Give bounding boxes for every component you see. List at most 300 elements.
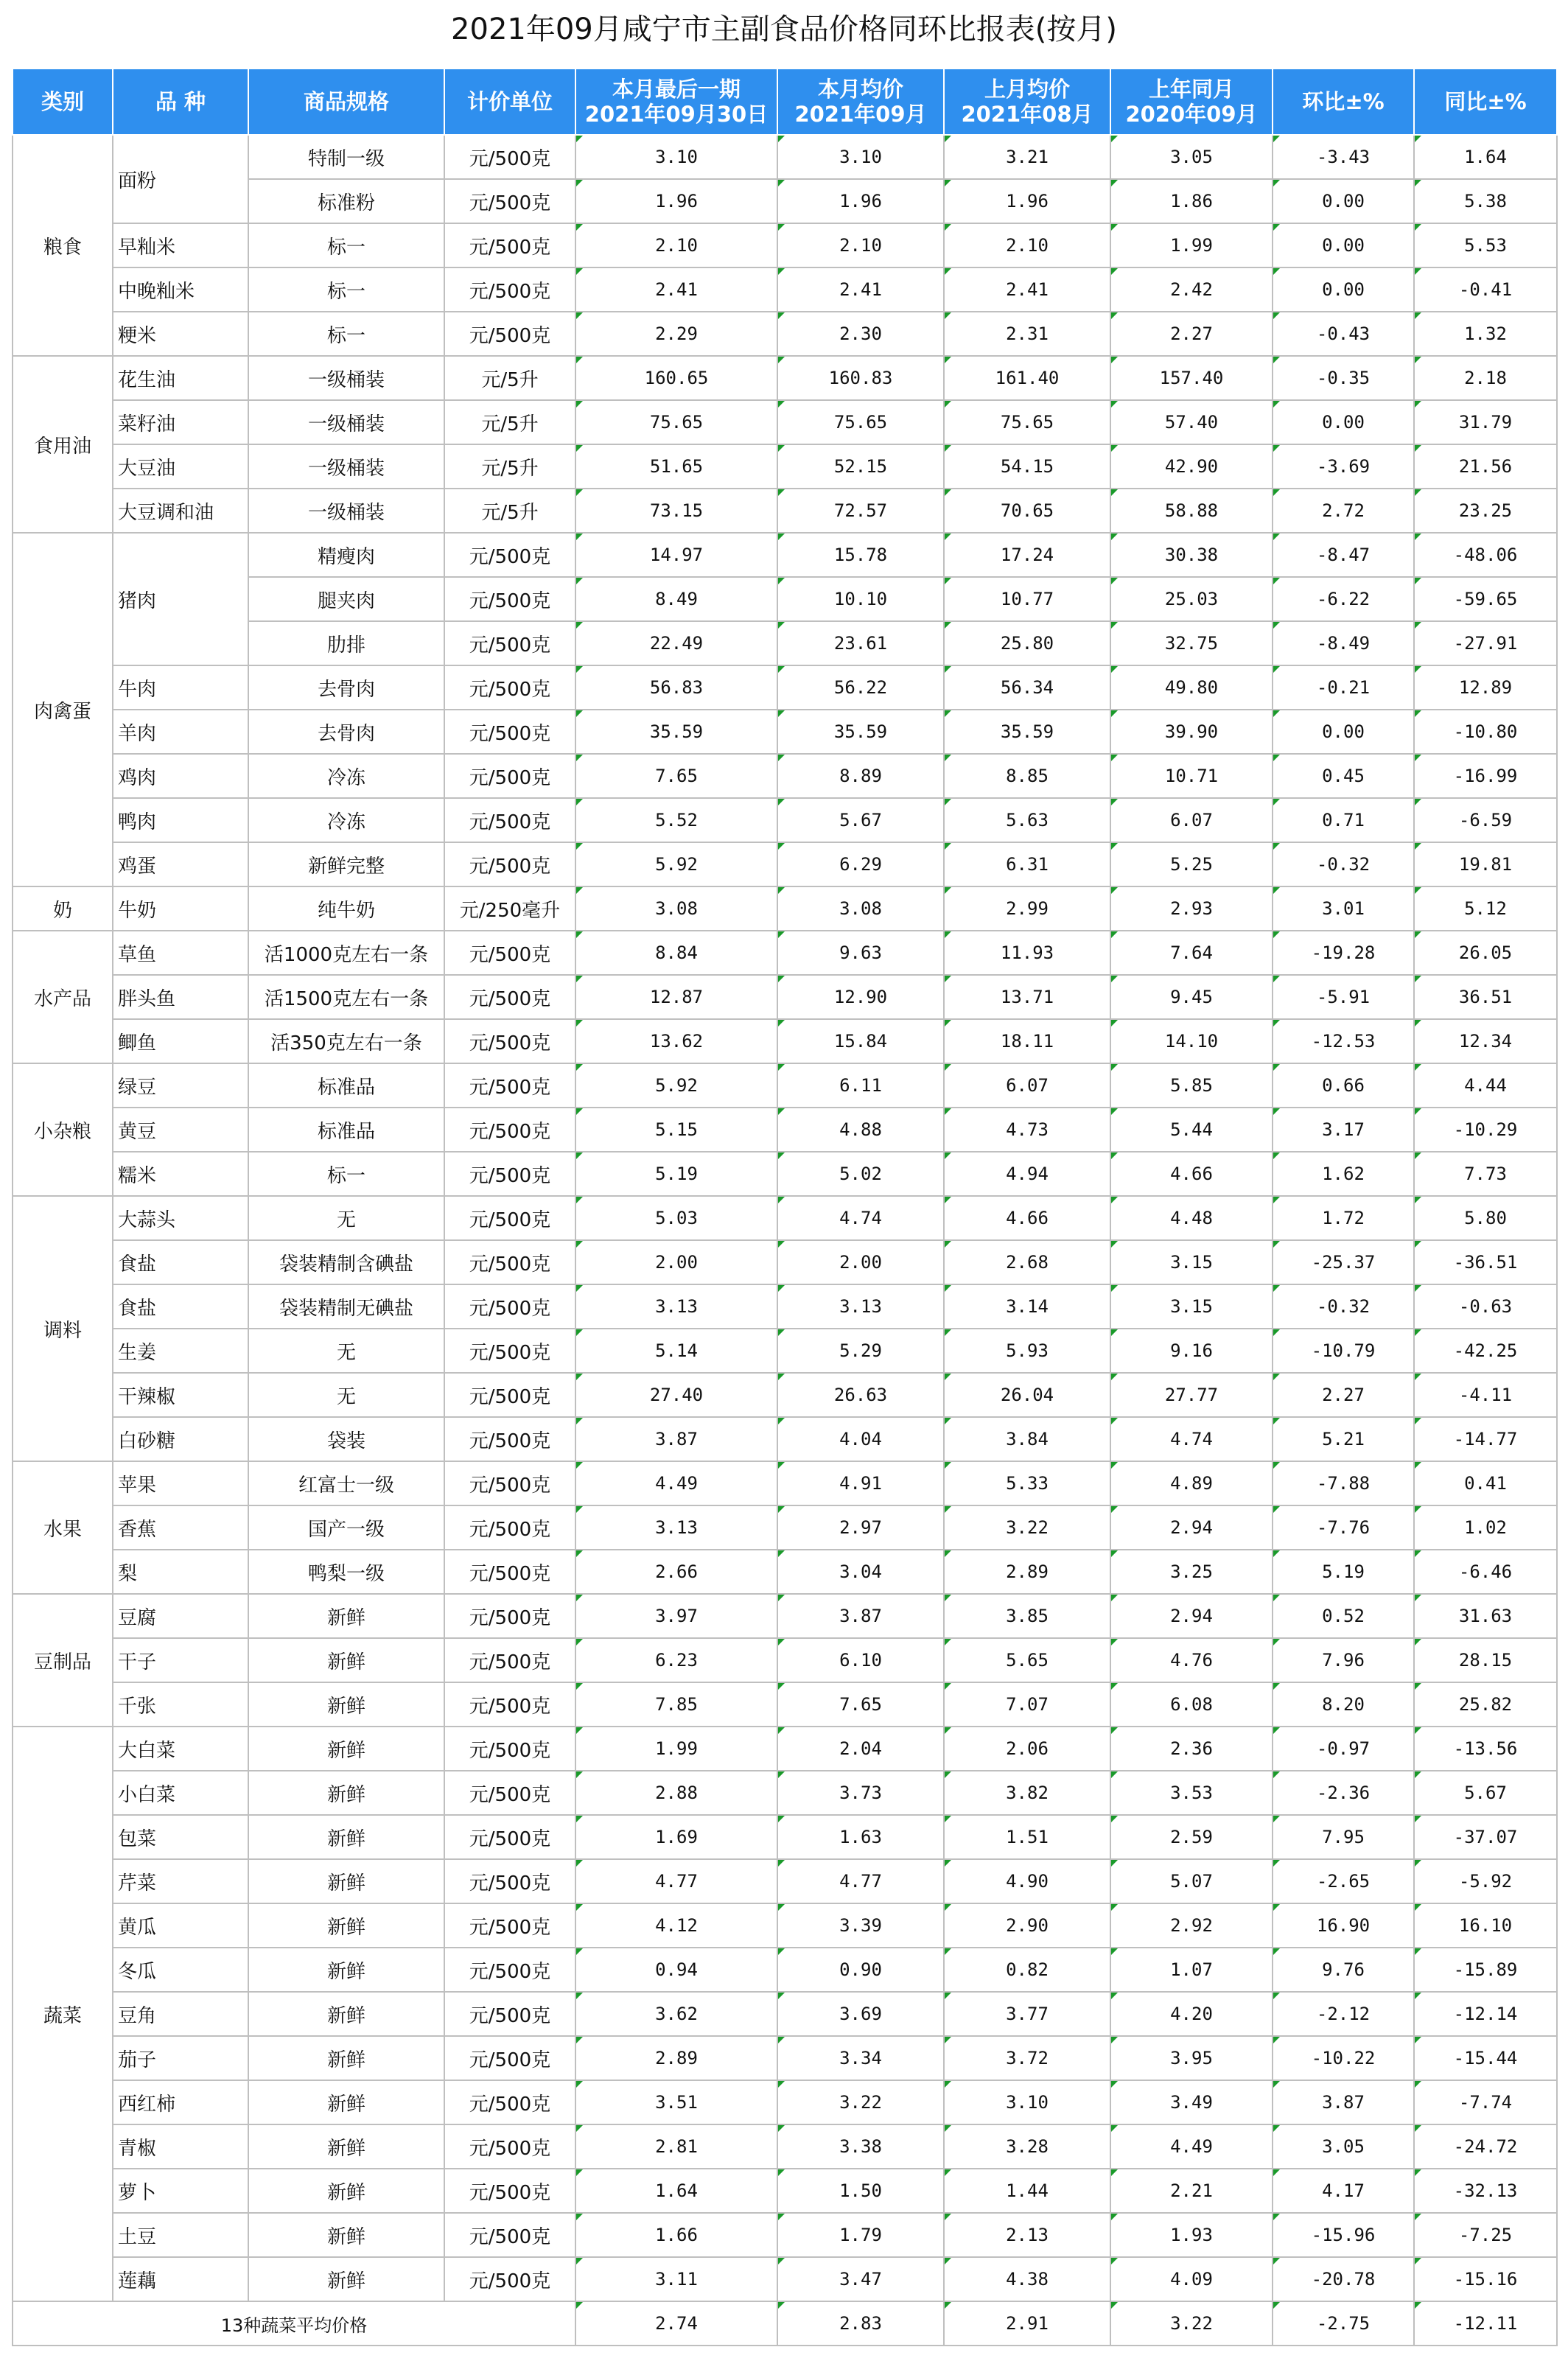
value-cell: 1.86 [1110, 179, 1273, 223]
variety-cell: 胖头鱼 [113, 975, 248, 1019]
value-cell: 0.71 [1273, 798, 1414, 842]
value-cell: 1.50 [777, 2169, 944, 2213]
value-cell: 6.10 [777, 1638, 944, 1682]
price-table [12, 68, 1558, 2346]
variety-cell: 鸭肉 [113, 798, 248, 842]
spec-cell: 新鲜 [248, 1727, 444, 1771]
value-cell: 4.76 [1110, 1638, 1273, 1682]
value-cell: 17.24 [944, 533, 1110, 577]
spec-cell: 新鲜 [248, 2124, 444, 2169]
value-cell: 0.00 [1273, 710, 1414, 754]
value-cell: -42.25 [1414, 1329, 1557, 1373]
value-cell: 6.11 [777, 1063, 944, 1108]
spec-cell: 新鲜 [248, 2213, 444, 2257]
spec-cell: 纯牛奶 [248, 886, 444, 931]
value-cell: 25.80 [944, 621, 1110, 665]
variety-cell: 苹果 [113, 1461, 248, 1505]
value-cell: 27.40 [575, 1373, 777, 1417]
value-cell: 2.41 [575, 267, 777, 312]
footer-value-cell: -2.75 [1273, 2301, 1414, 2346]
value-cell: 3.49 [1110, 2080, 1273, 2124]
value-cell: 7.95 [1273, 1815, 1414, 1859]
value-cell: 5.19 [575, 1152, 777, 1196]
value-cell: 30.38 [1110, 533, 1273, 577]
value-cell: 54.15 [944, 444, 1110, 489]
table-header-row [13, 69, 1557, 135]
variety-cell: 莲藕 [113, 2257, 248, 2301]
value-cell: 3.87 [575, 1417, 777, 1461]
variety-cell: 白砂糖 [113, 1417, 248, 1461]
variety-cell: 干辣椒 [113, 1373, 248, 1417]
table-row [13, 489, 1557, 533]
variety-cell: 草鱼 [113, 931, 248, 975]
value-cell: 5.44 [1110, 1108, 1273, 1152]
value-cell: -15.89 [1414, 1948, 1557, 1992]
spec-cell: 标准品 [248, 1108, 444, 1152]
spec-cell: 新鲜完整 [248, 842, 444, 886]
value-cell: -24.72 [1414, 2124, 1557, 2169]
value-cell: 6.23 [575, 1638, 777, 1682]
value-cell: 3.04 [777, 1550, 944, 1594]
value-cell: -4.11 [1414, 1373, 1557, 1417]
value-cell: 2.59 [1110, 1815, 1273, 1859]
unit-cell: 元/500克 [444, 2213, 575, 2257]
spec-cell: 新鲜 [248, 2257, 444, 2301]
value-cell: 2.41 [944, 267, 1110, 312]
variety-cell: 猪肉 [113, 533, 248, 665]
footer-value-cell: 2.91 [944, 2301, 1110, 2346]
value-cell: 5.93 [944, 1329, 1110, 1373]
table-row [13, 665, 1557, 710]
value-cell: -13.56 [1414, 1727, 1557, 1771]
spec-cell: 标一 [248, 223, 444, 267]
value-cell: 3.08 [575, 886, 777, 931]
unit-cell: 元/500克 [444, 2124, 575, 2169]
value-cell: 15.84 [777, 1019, 944, 1063]
spec-cell: 标准品 [248, 1063, 444, 1108]
value-cell: 3.10 [575, 135, 777, 179]
value-cell: 23.61 [777, 621, 944, 665]
value-cell: 26.63 [777, 1373, 944, 1417]
value-cell: 3.72 [944, 2036, 1110, 2080]
unit-cell: 元/500克 [444, 1063, 575, 1108]
unit-cell: 元/500克 [444, 754, 575, 798]
value-cell: 2.99 [944, 886, 1110, 931]
spec-cell: 冷冻 [248, 798, 444, 842]
value-cell: 4.90 [944, 1859, 1110, 1903]
value-cell: 1.44 [944, 2169, 1110, 2213]
variety-cell: 鲫鱼 [113, 1019, 248, 1063]
value-cell: 4.94 [944, 1152, 1110, 1196]
variety-cell: 千张 [113, 1682, 248, 1727]
variety-cell: 食盐 [113, 1240, 248, 1284]
value-cell: 1.63 [777, 1815, 944, 1859]
unit-cell: 元/5升 [444, 400, 575, 444]
value-cell: 3.13 [575, 1505, 777, 1550]
value-cell: 2.88 [575, 1771, 777, 1815]
unit-cell: 元/500克 [444, 1240, 575, 1284]
value-cell: 49.80 [1110, 665, 1273, 710]
spec-cell: 新鲜 [248, 1682, 444, 1727]
value-cell: 2.00 [777, 1240, 944, 1284]
value-cell: -7.25 [1414, 2213, 1557, 2257]
value-cell: 28.15 [1414, 1638, 1557, 1682]
value-cell: 1.02 [1414, 1505, 1557, 1550]
variety-cell: 大豆调和油 [113, 489, 248, 533]
value-cell: 4.12 [575, 1903, 777, 1948]
table-row [13, 1682, 1557, 1727]
spec-cell: 袋装精制含碘盐 [248, 1240, 444, 1284]
table-row [13, 1992, 1557, 2036]
value-cell: -6.22 [1273, 577, 1414, 621]
table-row [13, 2124, 1557, 2169]
value-cell: 11.93 [944, 931, 1110, 975]
value-cell: 12.89 [1414, 665, 1557, 710]
value-cell: 5.65 [944, 1638, 1110, 1682]
column-header: 商品规格 [248, 69, 444, 135]
table-row [13, 444, 1557, 489]
value-cell: 72.57 [777, 489, 944, 533]
spec-cell: 活1500克左右一条 [248, 975, 444, 1019]
value-cell: 4.91 [777, 1461, 944, 1505]
value-cell: 1.07 [1110, 1948, 1273, 1992]
value-cell: 3.10 [944, 2080, 1110, 2124]
table-row [13, 1638, 1557, 1682]
unit-cell: 元/500克 [444, 621, 575, 665]
value-cell: 39.90 [1110, 710, 1273, 754]
spec-cell: 袋装 [248, 1417, 444, 1461]
table-row [13, 710, 1557, 754]
table-row [13, 135, 1557, 179]
table-row [13, 798, 1557, 842]
variety-cell: 梨 [113, 1550, 248, 1594]
value-cell: 2.72 [1273, 489, 1414, 533]
variety-cell: 西红柿 [113, 2080, 248, 2124]
table-row [13, 2169, 1557, 2213]
value-cell: -20.78 [1273, 2257, 1414, 2301]
variety-cell: 花生油 [113, 356, 248, 400]
value-cell: 1.99 [575, 1727, 777, 1771]
unit-cell: 元/500克 [444, 1019, 575, 1063]
value-cell: -59.65 [1414, 577, 1557, 621]
unit-cell: 元/500克 [444, 931, 575, 975]
value-cell: 6.08 [1110, 1682, 1273, 1727]
value-cell: -14.77 [1414, 1417, 1557, 1461]
spec-cell: 新鲜 [248, 1594, 444, 1638]
spec-cell: 标准粉 [248, 179, 444, 223]
spec-cell: 无 [248, 1329, 444, 1373]
footer-value-cell: -12.11 [1414, 2301, 1557, 2346]
value-cell: 0.82 [944, 1948, 1110, 1992]
column-header: 本月均价 2021年09月 [777, 69, 944, 135]
value-cell: 8.85 [944, 754, 1110, 798]
spec-cell: 腿夹肉 [248, 577, 444, 621]
value-cell: 4.38 [944, 2257, 1110, 2301]
variety-cell: 豆角 [113, 1992, 248, 2036]
unit-cell: 元/500克 [444, 1948, 575, 1992]
table-row [13, 1594, 1557, 1638]
table-row [13, 754, 1557, 798]
value-cell: -15.96 [1273, 2213, 1414, 2257]
category-cell: 肉禽蛋 [13, 533, 113, 886]
spec-cell: 新鲜 [248, 1948, 444, 1992]
value-cell: -3.43 [1273, 135, 1414, 179]
value-cell: 3.08 [777, 886, 944, 931]
value-cell: 0.00 [1273, 223, 1414, 267]
value-cell: 2.31 [944, 312, 1110, 356]
footer-value-cell: 3.22 [1110, 2301, 1273, 2346]
value-cell: -32.13 [1414, 2169, 1557, 2213]
value-cell: 3.34 [777, 2036, 944, 2080]
table-row [13, 975, 1557, 1019]
variety-cell: 早籼米 [113, 223, 248, 267]
footer-value-cell: 2.83 [777, 2301, 944, 2346]
value-cell: 56.34 [944, 665, 1110, 710]
unit-cell: 元/5升 [444, 444, 575, 489]
value-cell: 5.07 [1110, 1859, 1273, 1903]
value-cell: 10.77 [944, 577, 1110, 621]
unit-cell: 元/500克 [444, 1108, 575, 1152]
value-cell: 14.10 [1110, 1019, 1273, 1063]
value-cell: 4.49 [1110, 2124, 1273, 2169]
value-cell: 4.49 [575, 1461, 777, 1505]
value-cell: 4.04 [777, 1417, 944, 1461]
value-cell: 3.28 [944, 2124, 1110, 2169]
unit-cell: 元/500克 [444, 135, 575, 179]
value-cell: 2.13 [944, 2213, 1110, 2257]
value-cell: -0.32 [1273, 842, 1414, 886]
value-cell: 31.63 [1414, 1594, 1557, 1638]
value-cell: 1.51 [944, 1815, 1110, 1859]
table-row [13, 931, 1557, 975]
unit-cell: 元/5升 [444, 356, 575, 400]
column-header: 品 种 [113, 69, 248, 135]
value-cell: 22.49 [575, 621, 777, 665]
value-cell: 5.92 [575, 842, 777, 886]
value-cell: 5.12 [1414, 886, 1557, 931]
value-cell: 25.82 [1414, 1682, 1557, 1727]
column-header: 计价单位 [444, 69, 575, 135]
value-cell: -0.41 [1414, 267, 1557, 312]
unit-cell: 元/500克 [444, 1152, 575, 1196]
value-cell: 2.36 [1110, 1727, 1273, 1771]
value-cell: -10.29 [1414, 1108, 1557, 1152]
unit-cell: 元/500克 [444, 1727, 575, 1771]
value-cell: 3.38 [777, 2124, 944, 2169]
spec-cell: 一级桶装 [248, 400, 444, 444]
value-cell: 4.88 [777, 1108, 944, 1152]
table-row [13, 1240, 1557, 1284]
value-cell: 2.00 [575, 1240, 777, 1284]
variety-cell: 包菜 [113, 1815, 248, 1859]
value-cell: 6.07 [944, 1063, 1110, 1108]
value-cell: 5.15 [575, 1108, 777, 1152]
unit-cell: 元/500克 [444, 1550, 575, 1594]
value-cell: 3.17 [1273, 1108, 1414, 1152]
value-cell: -6.46 [1414, 1550, 1557, 1594]
variety-cell: 黄豆 [113, 1108, 248, 1152]
value-cell: -0.32 [1273, 1284, 1414, 1329]
spec-cell: 特制一级 [248, 135, 444, 179]
value-cell: -2.12 [1273, 1992, 1414, 2036]
value-cell: -3.69 [1273, 444, 1414, 489]
value-cell: 1.66 [575, 2213, 777, 2257]
category-cell: 奶 [13, 886, 113, 931]
value-cell: -2.36 [1273, 1771, 1414, 1815]
value-cell: 4.74 [1110, 1417, 1273, 1461]
value-cell: 5.25 [1110, 842, 1273, 886]
value-cell: 2.42 [1110, 267, 1273, 312]
value-cell: 2.06 [944, 1727, 1110, 1771]
value-cell: 36.51 [1414, 975, 1557, 1019]
variety-cell: 羊肉 [113, 710, 248, 754]
value-cell: -7.76 [1273, 1505, 1414, 1550]
value-cell: 12.87 [575, 975, 777, 1019]
table-row [13, 312, 1557, 356]
table-row [13, 2036, 1557, 2080]
value-cell: 2.30 [777, 312, 944, 356]
value-cell: 4.73 [944, 1108, 1110, 1152]
value-cell: 5.21 [1273, 1417, 1414, 1461]
unit-cell: 元/500克 [444, 2036, 575, 2080]
value-cell: 19.81 [1414, 842, 1557, 886]
value-cell: 4.74 [777, 1196, 944, 1240]
table-row [13, 533, 1557, 577]
variety-cell: 芹菜 [113, 1859, 248, 1903]
unit-cell: 元/500克 [444, 2169, 575, 2213]
value-cell: 8.84 [575, 931, 777, 975]
value-cell: 1.64 [575, 2169, 777, 2213]
value-cell: 3.84 [944, 1417, 1110, 1461]
unit-cell: 元/500克 [444, 577, 575, 621]
unit-cell: 元/500克 [444, 1638, 575, 1682]
value-cell: 15.78 [777, 533, 944, 577]
spec-cell: 新鲜 [248, 1771, 444, 1815]
unit-cell: 元/500克 [444, 1771, 575, 1815]
category-cell: 粮食 [13, 135, 113, 356]
value-cell: 9.45 [1110, 975, 1273, 1019]
unit-cell: 元/500克 [444, 710, 575, 754]
value-cell: -7.74 [1414, 2080, 1557, 2124]
value-cell: 16.90 [1273, 1903, 1414, 1948]
value-cell: 18.11 [944, 1019, 1110, 1063]
value-cell: 4.17 [1273, 2169, 1414, 2213]
value-cell: 1.93 [1110, 2213, 1273, 2257]
value-cell: 5.92 [575, 1063, 777, 1108]
value-cell: 9.76 [1273, 1948, 1414, 1992]
spec-cell: 去骨肉 [248, 710, 444, 754]
spec-cell: 一级桶装 [248, 489, 444, 533]
unit-cell: 元/500克 [444, 1815, 575, 1859]
spec-cell: 新鲜 [248, 1815, 444, 1859]
unit-cell: 元/500克 [444, 975, 575, 1019]
value-cell: -0.63 [1414, 1284, 1557, 1329]
value-cell: 2.18 [1414, 356, 1557, 400]
spec-cell: 新鲜 [248, 1859, 444, 1903]
value-cell: 57.40 [1110, 400, 1273, 444]
value-cell: 1.96 [777, 179, 944, 223]
value-cell: 70.65 [944, 489, 1110, 533]
spec-cell: 袋装精制无碘盐 [248, 1284, 444, 1329]
variety-cell: 粳米 [113, 312, 248, 356]
value-cell: 51.65 [575, 444, 777, 489]
value-cell: 3.39 [777, 1903, 944, 1948]
variety-cell: 绿豆 [113, 1063, 248, 1108]
value-cell: 4.77 [777, 1859, 944, 1903]
value-cell: 3.85 [944, 1594, 1110, 1638]
value-cell: 7.85 [575, 1682, 777, 1727]
value-cell: 2.10 [944, 223, 1110, 267]
value-cell: 2.27 [1110, 312, 1273, 356]
variety-cell: 生姜 [113, 1329, 248, 1373]
value-cell: 2.92 [1110, 1903, 1273, 1948]
table-row [13, 1152, 1557, 1196]
value-cell: 1.99 [1110, 223, 1273, 267]
table-row [13, 1019, 1557, 1063]
unit-cell: 元/500克 [444, 798, 575, 842]
unit-cell: 元/500克 [444, 1461, 575, 1505]
table-row [13, 1417, 1557, 1461]
variety-cell: 鸡肉 [113, 754, 248, 798]
spec-cell: 标一 [248, 1152, 444, 1196]
table-row [13, 1505, 1557, 1550]
value-cell: 2.27 [1273, 1373, 1414, 1417]
category-cell: 豆制品 [13, 1594, 113, 1727]
table-row [13, 1063, 1557, 1108]
value-cell: 26.04 [944, 1373, 1110, 1417]
value-cell: 3.10 [777, 135, 944, 179]
value-cell: 7.65 [777, 1682, 944, 1727]
value-cell: 3.14 [944, 1284, 1110, 1329]
value-cell: 3.51 [575, 2080, 777, 2124]
table-row [13, 1771, 1557, 1815]
variety-cell: 鸡蛋 [113, 842, 248, 886]
variety-cell: 大白菜 [113, 1727, 248, 1771]
variety-cell: 香蕉 [113, 1505, 248, 1550]
column-header: 环比±% [1273, 69, 1414, 135]
value-cell: 73.15 [575, 489, 777, 533]
value-cell: 2.97 [777, 1505, 944, 1550]
value-cell: 7.96 [1273, 1638, 1414, 1682]
value-cell: 8.20 [1273, 1682, 1414, 1727]
value-cell: 13.62 [575, 1019, 777, 1063]
table-row [13, 1727, 1557, 1771]
table-row [13, 1329, 1557, 1373]
value-cell: 9.63 [777, 931, 944, 975]
value-cell: 0.00 [1273, 400, 1414, 444]
column-header: 本月最后一期 2021年09月30日 [575, 69, 777, 135]
value-cell: -25.37 [1273, 1240, 1414, 1284]
unit-cell: 元/500克 [444, 223, 575, 267]
table-row [13, 267, 1557, 312]
value-cell: -15.16 [1414, 2257, 1557, 2301]
value-cell: 56.83 [575, 665, 777, 710]
footer-row [13, 2301, 1557, 2346]
table-row [13, 1461, 1557, 1505]
category-cell: 食用油 [13, 356, 113, 533]
value-cell: -0.21 [1273, 665, 1414, 710]
spec-cell: 新鲜 [248, 1903, 444, 1948]
unit-cell: 元/500克 [444, 1594, 575, 1638]
table-row [13, 1284, 1557, 1329]
value-cell: -0.35 [1273, 356, 1414, 400]
spec-cell: 鸭梨一级 [248, 1550, 444, 1594]
value-cell: 9.16 [1110, 1329, 1273, 1373]
value-cell: 58.88 [1110, 489, 1273, 533]
value-cell: 3.82 [944, 1771, 1110, 1815]
column-header: 类别 [13, 69, 113, 135]
value-cell: 3.73 [777, 1771, 944, 1815]
